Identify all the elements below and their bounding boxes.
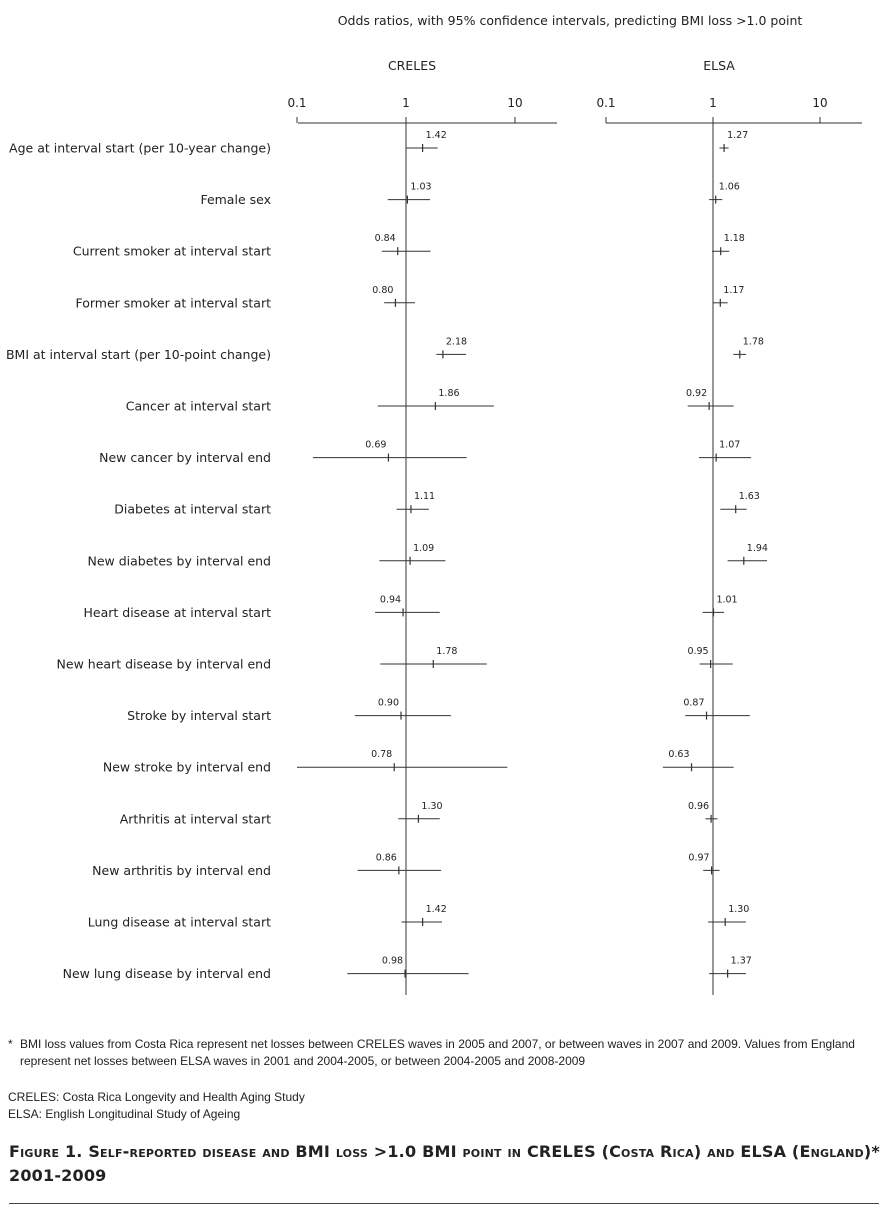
value-label: 1.30 (421, 800, 443, 812)
row-label: New stroke by interval end (102, 759, 271, 775)
abbreviation-elsa: ELSA: English Longitudinal Study of Ageing (8, 1107, 241, 1121)
panels (287, 58, 862, 995)
row-label: New cancer by interval end (99, 450, 271, 466)
row-label: New lung disease by interval end (62, 966, 271, 982)
row-label: Cancer at interval start (125, 398, 271, 414)
value-label: 1.18 (723, 233, 745, 245)
x-tick-label: 10 (812, 96, 828, 110)
value-label: 1.42 (425, 130, 447, 141)
value-label: 0.78 (371, 749, 393, 761)
value-label: 1.09 (413, 542, 435, 554)
bottom-divider (9, 1203, 879, 1204)
value-label: 0.84 (374, 233, 396, 245)
row-label: New diabetes by interval end (87, 553, 271, 569)
value-label: 1.11 (413, 491, 436, 503)
value-label: 1.03 (410, 181, 432, 193)
row-label: New heart disease by interval end (56, 656, 271, 672)
row-label: BMI at interval start (per 10-point change) (5, 346, 271, 362)
x-tick-label: 0.1 (596, 96, 616, 110)
row-label: Former smoker at interval start (75, 295, 271, 311)
footnote (8, 1036, 882, 1070)
row-label: Heart disease at interval start (83, 604, 271, 620)
value-label: 1.63 (738, 491, 760, 503)
panel-title: CRELES (387, 58, 437, 73)
x-tick-label: 0.1 (287, 96, 307, 110)
value-label: 1.07 (719, 439, 741, 451)
value-label: 0.63 (668, 749, 690, 761)
value-label: 1.86 (438, 388, 460, 399)
value-label: 0.95 (687, 646, 709, 657)
value-label: 1.27 (727, 130, 749, 141)
value-label: 1.37 (730, 955, 752, 967)
value-label: 0.96 (687, 800, 710, 812)
x-tick-label: 1 (709, 96, 717, 110)
row-label: Arthritis at interval start (119, 811, 271, 827)
value-label: 1.17 (723, 284, 745, 296)
x-tick-label: 1 (402, 96, 410, 110)
value-label: 1.78 (436, 646, 458, 657)
row-label: Stroke by interval start (127, 708, 271, 724)
value-label: 2.18 (445, 336, 468, 348)
row-label: Diabetes at interval start (114, 501, 271, 517)
panel-creles (287, 58, 557, 995)
value-label: 0.69 (365, 439, 387, 451)
value-label: 0.92 (685, 388, 708, 399)
panel-title: ELSA (703, 58, 735, 73)
x-tick-label: 10 (507, 96, 523, 110)
value-label: 1.06 (718, 181, 740, 193)
value-label: 0.86 (375, 852, 397, 864)
value-label: 0.94 (379, 594, 402, 606)
value-label: 1.94 (746, 542, 768, 554)
value-label: 0.97 (688, 852, 710, 864)
row-label: Female sex (200, 192, 271, 208)
value-label: 1.30 (728, 904, 750, 915)
row-label: Current smoker at interval start (72, 243, 271, 259)
chart-title: Odds ratios, with 95% confidence intervals, predicting BMI loss >1.0 point (337, 13, 803, 28)
value-label: 0.87 (683, 697, 705, 709)
row-label: New arthritis by interval end (92, 862, 271, 878)
value-label: 1.01 (716, 594, 738, 606)
row-label: Lung disease at interval start (87, 914, 271, 930)
value-label: 1.42 (425, 904, 447, 915)
value-label: 0.80 (372, 284, 394, 296)
footnote-marker: * (8, 1037, 13, 1051)
row-label: Age at interval start (per 10-year change) (9, 140, 271, 156)
panel-elsa (596, 58, 862, 995)
value-label: 0.98 (381, 955, 404, 967)
value-label: 1.78 (742, 336, 764, 348)
row-labels (6, 141, 271, 982)
footnote-text: BMI loss values from Costa Rica represent net losses between CRELES waves in 2005 and 2007, or between waves in 2007 and 2009. Values from England represent net losses between ELSA waves in 2001 and 2004-2005, or between 2004-2005 and 2008-2009 (20, 1037, 855, 1068)
value-label: 0.90 (377, 697, 400, 709)
abbreviation-creles: CRELES: Costa Rica Longevity and Health Aging Study (8, 1090, 305, 1104)
figure-caption: Figure 1. Self-reported disease and BMI loss >1.0 BMI point in CRELES (Costa Rica) and ELSA (England)* 2001-2009 (9, 1142, 880, 1185)
